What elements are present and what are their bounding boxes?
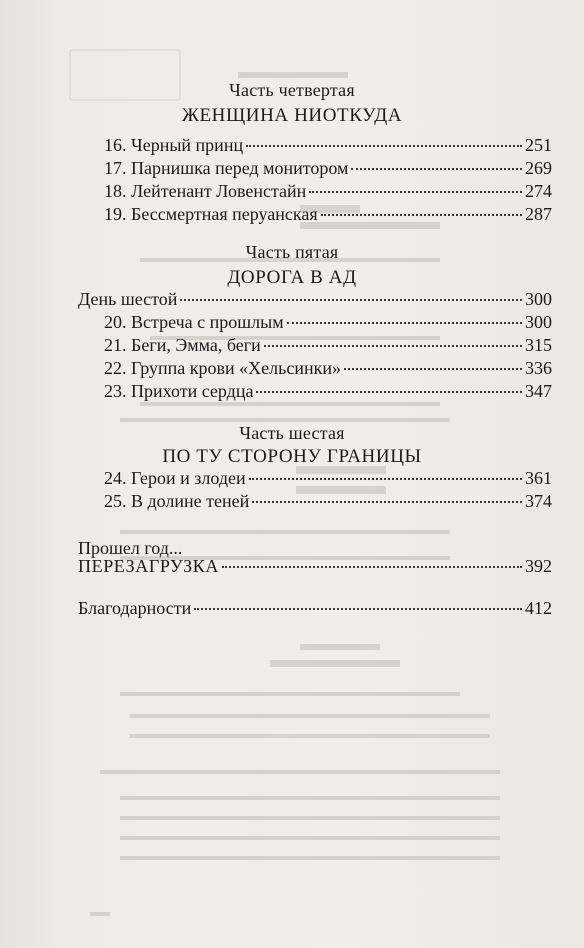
dot-leader	[351, 168, 522, 170]
part-title: ЖЕНЩИНА НИОТКУДА	[181, 105, 403, 126]
entry-title: 22. Группа крови «Хельсинки»	[104, 358, 341, 378]
entry-page: 251	[525, 135, 552, 155]
entry-page: 300	[525, 289, 552, 309]
entry-title: 17. Парнишка перед монитором	[104, 158, 349, 178]
entry-page: 412	[525, 598, 552, 618]
entry-page: 274	[525, 181, 552, 201]
toc-entry[interactable]	[104, 356, 552, 380]
dot-leader	[249, 478, 522, 480]
dot-leader	[264, 345, 522, 347]
dot-leader	[222, 566, 522, 568]
entry-title: 25. В долине теней	[104, 491, 250, 511]
entry-page: 361	[525, 468, 552, 488]
entry-title: 19. Бессмертная перуанская	[104, 204, 318, 224]
toc-epilogue-entry[interactable]	[78, 554, 552, 578]
dot-leader	[344, 368, 522, 370]
epilogue-intro: Прошел год...	[78, 538, 183, 558]
part-label: Часть шестая	[239, 423, 345, 443]
entry-title: 21. Беги, Эмма, беги	[104, 335, 261, 355]
toc-acknowledgments-entry[interactable]	[78, 596, 552, 620]
dot-leader	[194, 608, 522, 610]
dot-leader	[287, 322, 522, 324]
entry-title: Благодарности	[78, 598, 192, 618]
entry-page: 392	[525, 556, 552, 576]
toc-entry[interactable]	[104, 466, 552, 490]
dot-leader	[252, 501, 522, 503]
toc-entry[interactable]	[104, 133, 552, 157]
entry-title: ПЕРЕЗАГРУЗКА	[78, 556, 219, 576]
entry-page: 300	[525, 312, 552, 332]
entry-title: День шестой	[78, 289, 178, 309]
dot-leader	[246, 145, 522, 147]
dot-leader	[321, 214, 522, 216]
entry-page: 374	[525, 491, 552, 511]
part-label: Часть четвертая	[229, 80, 355, 100]
entry-page: 287	[525, 204, 552, 224]
part-title: ПО ТУ СТОРОНУ ГРАНИЦЫ	[162, 446, 422, 467]
part-label: Часть пятая	[245, 242, 339, 262]
toc-entry[interactable]	[104, 333, 552, 357]
toc-entry[interactable]	[104, 179, 552, 203]
toc-entry[interactable]	[104, 310, 552, 334]
toc-entry[interactable]	[104, 156, 552, 180]
toc-day-entry[interactable]	[78, 287, 552, 311]
entry-title: 23. Прихоти сердца	[104, 381, 254, 401]
entry-title: 18. Лейтенант Ловенстайн	[104, 181, 307, 201]
entry-title: 24. Герои и злодеи	[104, 468, 246, 488]
entry-page: 315	[525, 335, 552, 355]
dot-leader	[256, 391, 522, 393]
entry-page: 336	[525, 358, 552, 378]
entry-title: 20. Встреча с прошлым	[104, 312, 284, 332]
entry-page: 347	[525, 381, 552, 401]
toc-entry[interactable]	[104, 379, 552, 403]
toc-entry[interactable]	[104, 202, 552, 226]
dot-leader	[309, 191, 522, 193]
entry-title: 16. Черный принц	[104, 135, 244, 155]
toc-entry[interactable]	[104, 489, 552, 513]
part-title: ДОРОГА В АД	[227, 267, 357, 288]
dot-leader	[180, 299, 522, 301]
entry-page: 269	[525, 158, 552, 178]
